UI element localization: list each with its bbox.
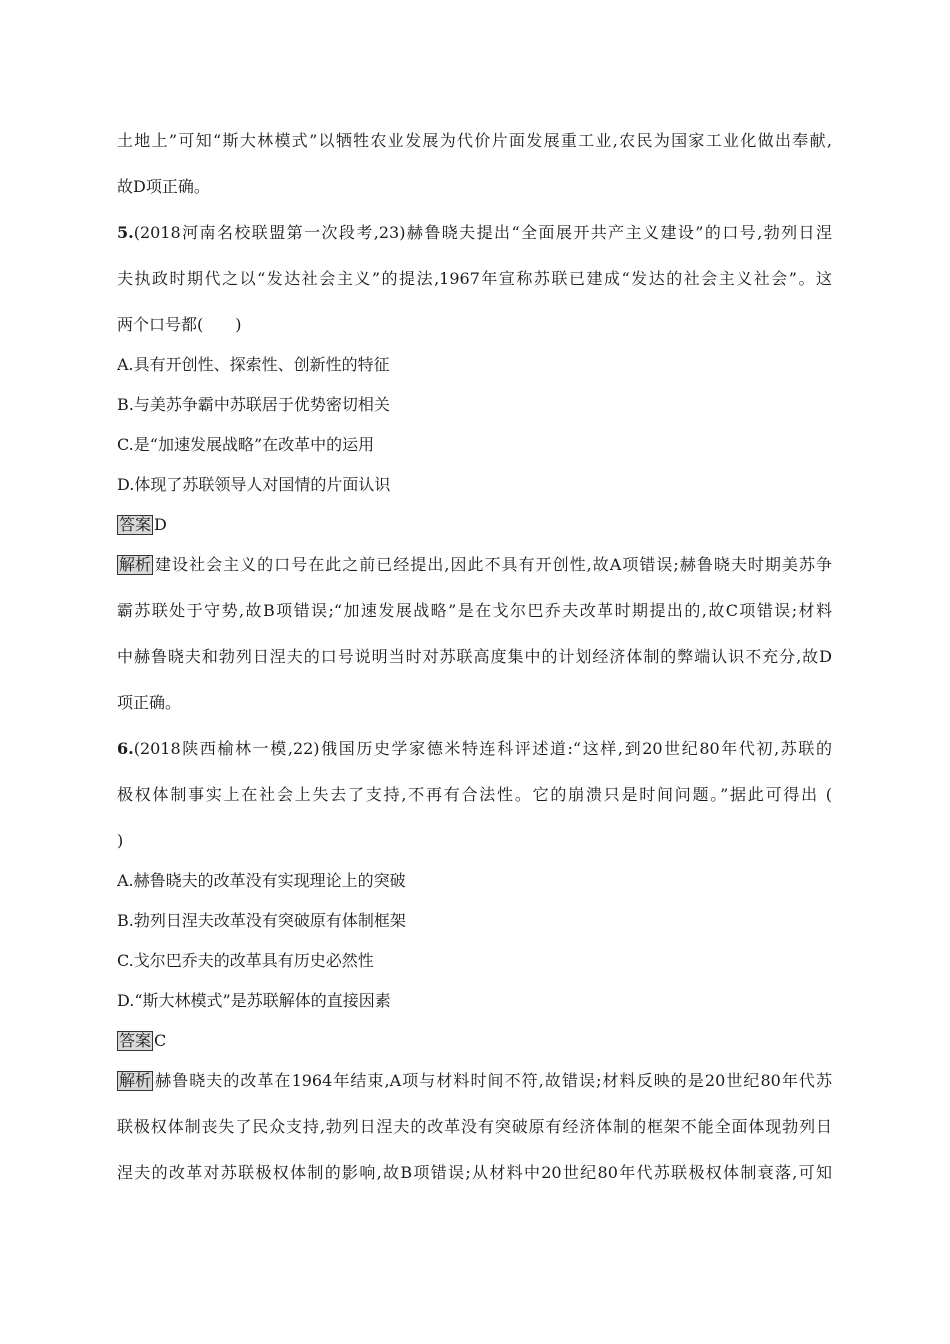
q6-option-d: D.“斯大林模式”是苏联解体的直接因素 <box>117 991 391 1010</box>
continuation-line: 土地上”可知“斯大林模式”以牺牲农业发展为代价片面发展重工业,农民为国家工业化做出奉献, <box>117 131 832 150</box>
q6-number: 6. <box>117 739 134 758</box>
q6-stem-text: (2018陕西榆林一模,22)俄国历史学家德米特连科评述道:“这样,到20世纪80年代初,苏联的 <box>133 739 832 758</box>
q5-option-d: D.体现了苏联领导人对国情的片面认识 <box>117 475 391 494</box>
q5-stem-text: (2018河南名校联盟第一次段考,23)赫鲁晓夫提出“全面展开共产主义建设”的口号,勃列日涅 <box>133 223 832 242</box>
q6-analysis-text: 赫鲁晓夫的改革在1964年结束,A项与材料时间不符,故错误;材料反映的是20世纪80年代苏 <box>154 1071 832 1090</box>
q5-option-b: B.与美苏争霸中苏联居于优势密切相关 <box>117 395 390 414</box>
q5-analysis-line: 项正确。 <box>117 693 182 712</box>
q5-analysis-line: 霸苏联处于守势,故B项错误;“加速发展战略”是在戈尔巴乔夫改革时期提出的,故C项错误;材料 <box>117 601 832 620</box>
q5-stem-line <box>117 222 832 244</box>
q5-analysis-line: 中赫鲁晓夫和勃列日涅夫的口号说明当时对苏联高度集中的计划经济体制的弊端认识不充分,故D <box>117 647 832 666</box>
q6-analysis-line: 联极权体制丧失了民众支持,勃列日涅夫的改革没有突破原有经济体制的框架不能全面体现勃列日 <box>117 1117 832 1136</box>
q5-stem-line: 夫执政时期代之以“发达社会主义”的提法,1967年宣称苏联已建成“发达的社会主义社会”。这 <box>117 269 832 288</box>
q5-analysis-text: 建设社会主义的口号在此之前已经提出,因此不具有开创性,故A项错误;赫鲁晓夫时期美苏争 <box>154 555 832 574</box>
q5-stem-line: 两个口号都( ) <box>117 315 242 334</box>
analysis-label-box: 解析 <box>119 1071 152 1090</box>
q5-analysis-line <box>117 554 832 576</box>
q6-option-c: C.戈尔巴乔夫的改革具有历史必然性 <box>117 951 374 970</box>
continuation-line: 故D项正确。 <box>117 177 210 196</box>
analysis-label-box: 解析 <box>119 555 152 574</box>
q6-answer <box>117 1030 832 1052</box>
q5-number: 5. <box>117 223 134 242</box>
q6-stem-line: ) <box>117 831 124 850</box>
q6-analysis-line: 涅夫的改革对苏联极权体制的影响,故B项错误;从材料中20世纪80年代苏联极权体制衰落,可知 <box>117 1163 832 1182</box>
answer-value: C <box>154 1031 167 1050</box>
q6-option-b: B.勃列日涅夫改革没有突破原有体制框架 <box>117 911 406 930</box>
q5-option-c: C.是“加速发展战略”在改革中的运用 <box>117 435 375 454</box>
answer-value: D <box>154 515 167 534</box>
q5-option-a: A.具有开创性、探索性、创新性的特征 <box>117 355 390 374</box>
q6-stem-line: 极权体制事实上在社会上失去了支持,不再有合法性。它的崩溃只是时间问题。”据此可得出 ( <box>117 785 832 804</box>
answer-label-box: 答案 <box>119 515 152 534</box>
q5-answer <box>117 514 832 536</box>
q6-stem-line <box>117 738 832 760</box>
q6-option-a: A.赫鲁晓夫的改革没有实现理论上的突破 <box>117 871 406 890</box>
answer-label-box: 答案 <box>119 1031 152 1050</box>
q6-analysis-line <box>117 1070 832 1092</box>
